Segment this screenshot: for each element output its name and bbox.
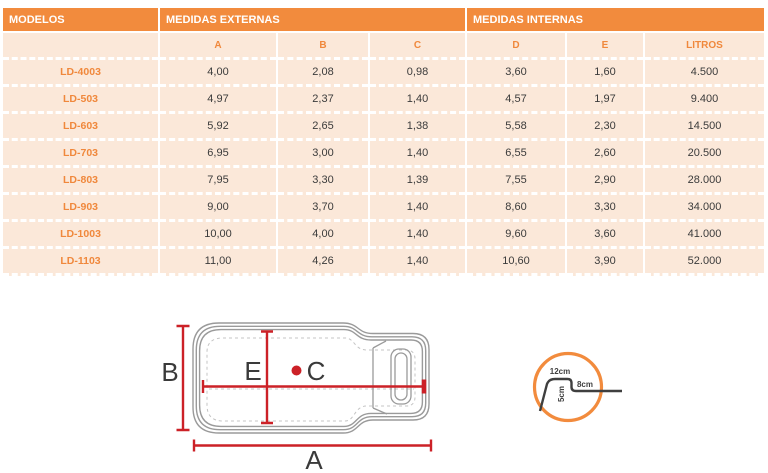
value-cell: 3,00 — [278, 141, 368, 168]
step-bench-outer — [391, 349, 411, 404]
header-modelos: MODELOS — [3, 8, 158, 31]
model-cell: LD-903 — [3, 195, 158, 222]
value-cell: 3,30 — [278, 168, 368, 195]
dimension-line-e — [261, 332, 273, 424]
value-cell: 7,55 — [467, 168, 565, 195]
model-cell: LD-603 — [3, 114, 158, 141]
value-cell: 3,60 — [467, 60, 565, 87]
model-cell: LD-1103 — [3, 249, 158, 276]
value-cell: 28.000 — [645, 168, 764, 195]
column-header-a: A — [160, 33, 276, 60]
value-cell: 10,00 — [160, 222, 276, 249]
value-cell: 3,70 — [278, 195, 368, 222]
label-e: E — [244, 356, 262, 386]
label-a: A — [305, 445, 323, 473]
value-cell: 2,65 — [278, 114, 368, 141]
edge-detail-lip-width: 8cm — [576, 380, 594, 389]
model-cell: LD-4003 — [3, 60, 158, 87]
value-cell: 1,40 — [370, 87, 465, 114]
value-cell: 9,00 — [160, 195, 276, 222]
value-cell: 1,40 — [370, 195, 465, 222]
edge-detail — [535, 354, 623, 421]
value-cell: 4,97 — [160, 87, 276, 114]
value-cell: 6,55 — [467, 141, 565, 168]
value-cell: 11,00 — [160, 249, 276, 276]
model-cell: LD-1003 — [3, 222, 158, 249]
value-cell: 1,40 — [370, 141, 465, 168]
value-cell: 41.000 — [645, 222, 764, 249]
column-header-c: C — [370, 33, 465, 60]
value-cell: 2,08 — [278, 60, 368, 87]
value-cell: 1,97 — [567, 87, 643, 114]
value-cell: 2,37 — [278, 87, 368, 114]
model-cell: LD-803 — [3, 168, 158, 195]
value-cell: 1,38 — [370, 114, 465, 141]
value-cell: 52.000 — [645, 249, 764, 276]
label-c: C — [306, 356, 326, 386]
value-cell: 0,98 — [370, 60, 465, 87]
depth-point-dot — [292, 366, 302, 376]
value-cell: 1,40 — [370, 222, 465, 249]
edge-detail-top-width: 12cm — [549, 367, 571, 376]
value-cell: 4,00 — [160, 60, 276, 87]
value-cell: 4,57 — [467, 87, 565, 114]
value-cell: 3,90 — [567, 249, 643, 276]
column-header-b: B — [278, 33, 368, 60]
value-cell: 9,60 — [467, 222, 565, 249]
edge-detail-drop-height: 5cm — [557, 385, 566, 403]
value-cell: 1,40 — [370, 249, 465, 276]
value-cell: 6,95 — [160, 141, 276, 168]
value-cell: 34.000 — [645, 195, 764, 222]
value-cell: 4,00 — [278, 222, 368, 249]
model-cell: LD-503 — [3, 87, 158, 114]
value-cell: 8,60 — [467, 195, 565, 222]
header-medidas-internas: MEDIDAS INTERNAS — [467, 8, 764, 31]
label-b: B — [161, 357, 179, 387]
value-cell: 2,90 — [567, 168, 643, 195]
value-cell: 9.400 — [645, 87, 764, 114]
step-bench-inner — [395, 353, 407, 400]
value-cell: 2,60 — [567, 141, 643, 168]
value-cell: 20.500 — [645, 141, 764, 168]
model-cell: LD-703 — [3, 141, 158, 168]
value-cell: 10,60 — [467, 249, 565, 276]
step-edge-line — [373, 341, 387, 414]
header-medidas-externas: MEDIDAS EXTERNAS — [160, 8, 465, 31]
value-cell: 5,58 — [467, 114, 565, 141]
value-cell: 1,39 — [370, 168, 465, 195]
value-cell: 2,30 — [567, 114, 643, 141]
value-cell: 5,92 — [160, 114, 276, 141]
value-cell: 4.500 — [645, 60, 764, 87]
pool-steps — [373, 341, 411, 414]
column-header-e: E — [567, 33, 643, 60]
value-cell: 4,26 — [278, 249, 368, 276]
value-cell: 1,60 — [567, 60, 643, 87]
value-cell: 3,60 — [567, 222, 643, 249]
value-cell: 3,30 — [567, 195, 643, 222]
value-cell: 14.500 — [645, 114, 764, 141]
value-cell: 7,95 — [160, 168, 276, 195]
column-header-d: D — [467, 33, 565, 60]
column-header-litros: LITROS — [645, 33, 764, 60]
